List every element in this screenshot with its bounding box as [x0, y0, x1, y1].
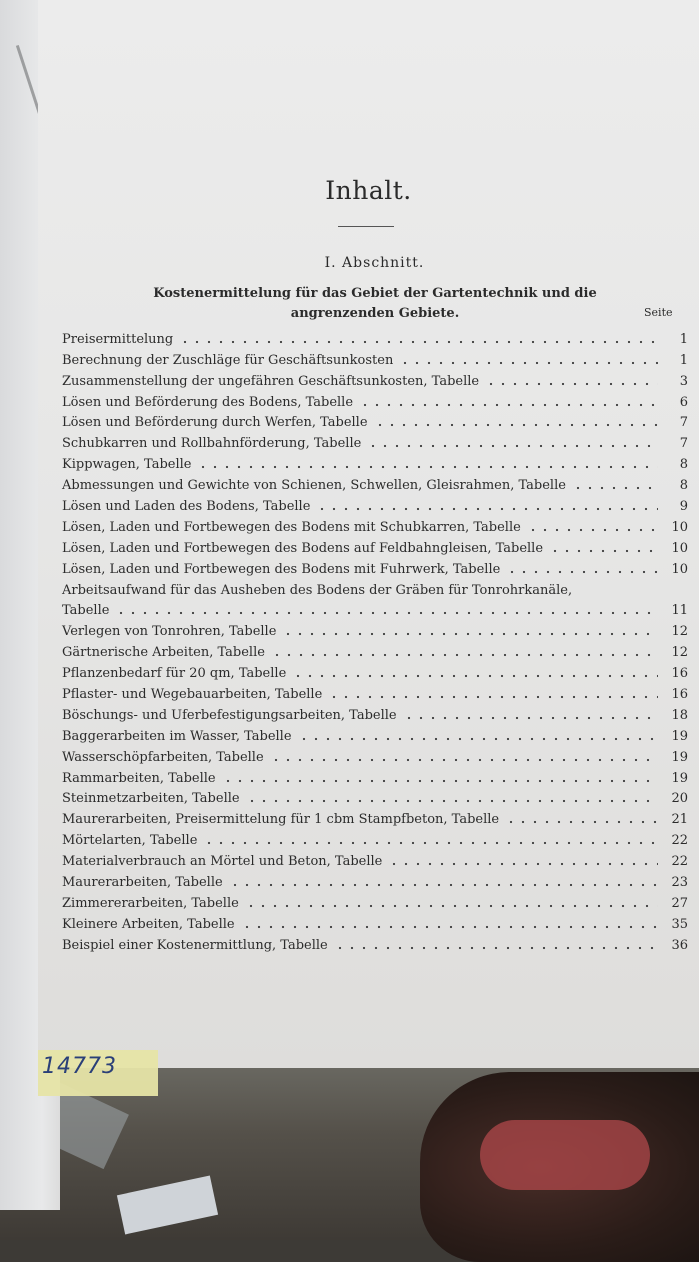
toc-entry-title: Kippwagen, Tabelle — [62, 457, 192, 473]
toc-entry — [62, 913, 688, 934]
dot-leader — [505, 819, 658, 825]
toc-entry-title: Steinmetzarbeiten, Tabelle — [62, 791, 240, 807]
toc-entry-page: 7 — [679, 415, 688, 431]
page-title: Inhalt. — [325, 176, 412, 205]
toc-entry-page: 1 — [679, 352, 688, 368]
dot-leader — [485, 381, 658, 387]
toc-entry-title: Berechnung der Zuschläge für Geschäftsunkosten — [62, 352, 394, 368]
toc-entry-page: 10 — [671, 561, 688, 577]
toc-entry-page: 35 — [671, 916, 688, 932]
toc-entry — [62, 432, 688, 453]
toc-entry-page: 7 — [679, 436, 688, 452]
dot-leader — [549, 548, 658, 554]
dot-leader — [367, 443, 658, 449]
title-divider — [338, 226, 394, 227]
toc-entry-title: Maurerarbeiten, Preisermittelung für 1 cbm Stampfbeton, Tabelle — [62, 812, 500, 828]
toc-entry — [62, 328, 688, 349]
toc-entry-page: 10 — [671, 519, 688, 535]
toc-entry — [62, 579, 688, 600]
toc-entry-page: 8 — [679, 478, 688, 494]
toc-entry-title: Lösen und Beförderung des Bodens, Tabelle — [62, 394, 354, 410]
dot-leader — [241, 924, 658, 930]
toc-entry-title: Arbeitsaufwand für das Ausheben des Bodens der Gräben für Tonrohrkanäle, — [62, 582, 573, 598]
dot-leader — [578, 590, 658, 596]
toc-entry — [62, 704, 688, 725]
toc-entry — [62, 516, 688, 537]
toc-entry-page: 23 — [671, 875, 688, 891]
toc-entry — [62, 662, 688, 683]
page-column-label: Seite — [644, 306, 673, 319]
toc-entry-page: 1 — [679, 331, 688, 347]
dot-leader — [271, 652, 658, 658]
toc-entry-title: Rammarbeiten, Tabelle — [62, 770, 216, 786]
toc-entry — [62, 641, 688, 662]
dot-leader — [115, 610, 658, 616]
toc-entry — [62, 725, 688, 746]
toc-entry — [62, 495, 688, 516]
dot-leader — [270, 757, 658, 763]
toc-entry — [62, 683, 688, 704]
section-subheading: Kostenermittelung für das Gebiet der Gartentechnik und die angrenzenden Gebiete. — [153, 286, 597, 321]
dot-leader — [197, 464, 658, 470]
dot-leader — [403, 715, 658, 721]
toc-entry-page: 6 — [679, 394, 688, 410]
toc-entry-title: Zusammenstellung der ungefähren Geschäftsunkosten, Tabelle — [62, 373, 480, 389]
toc-entry — [62, 537, 688, 558]
toc-entry — [62, 620, 688, 641]
toc-entry — [62, 934, 688, 955]
toc-entry-page: 9 — [679, 499, 688, 515]
toc-entry-title: Preisermittelung — [62, 331, 174, 347]
dot-leader — [359, 402, 658, 408]
dot-leader — [245, 903, 658, 909]
table-of-contents — [62, 328, 688, 955]
toc-entry-page: 12 — [671, 624, 688, 640]
toc-entry — [62, 746, 688, 767]
toc-entry — [62, 474, 688, 495]
toc-entry-page: 12 — [671, 645, 688, 661]
dot-leader — [334, 945, 658, 951]
toc-entry-page: 19 — [671, 770, 688, 786]
toc-entry-title: Mörtelarten, Tabelle — [62, 833, 198, 849]
toc-entry — [62, 767, 688, 788]
dot-leader — [328, 694, 658, 700]
toc-entry-title: Pflanzenbedarf für 20 qm, Tabelle — [62, 666, 287, 682]
toc-entry-title: Beispiel einer Kostenermittlung, Tabelle — [62, 937, 328, 953]
dot-leader — [203, 840, 658, 846]
dot-leader — [298, 736, 658, 742]
toc-entry-title: Zimmererarbeiten, Tabelle — [62, 895, 239, 911]
toc-entry — [62, 871, 688, 892]
toc-entry-title: Lösen und Beförderung durch Werfen, Tabelle — [62, 415, 368, 431]
toc-entry-title: Wasserschöpfarbeiten, Tabelle — [62, 749, 264, 765]
toc-entry-title: Tabelle — [62, 603, 110, 619]
dot-leader — [374, 422, 658, 428]
toc-entry-page: 3 — [679, 373, 688, 389]
toc-entry-page: 8 — [679, 457, 688, 473]
section-heading: I. Abschnitt. — [324, 255, 425, 271]
toc-entry — [62, 453, 688, 474]
toc-entry — [62, 808, 688, 829]
dot-leader — [222, 778, 658, 784]
toc-entry — [62, 892, 688, 913]
toc-entry-page: 11 — [671, 603, 688, 619]
dot-leader — [388, 861, 658, 867]
dot-leader — [246, 798, 658, 804]
toc-entry-page: 22 — [671, 854, 688, 870]
toc-entry-page: 27 — [671, 895, 688, 911]
toc-entry-page: 16 — [671, 666, 688, 682]
library-label-number: 14773 — [42, 1054, 117, 1079]
toc-entry-title: Schubkarren und Rollbahnförderung, Tabelle — [62, 436, 362, 452]
toc-entry-title: Abmessungen und Gewichte von Schienen, Schwellen, Gleisrahmen, Tabelle — [62, 478, 566, 494]
dot-leader — [316, 506, 658, 512]
toc-entry-page: 19 — [671, 728, 688, 744]
toc-entry-page: 22 — [671, 833, 688, 849]
toc-entry-title: Gärtnerische Arbeiten, Tabelle — [62, 645, 265, 661]
toc-entry-title: Materialverbrauch an Mörtel und Beton, Tabelle — [62, 854, 383, 870]
toc-entry — [62, 850, 688, 871]
toc-entry-title: Lösen, Laden und Fortbewegen des Bodens auf Feldbahngleisen, Tabelle — [62, 540, 544, 556]
toc-entry-title: Baggerarbeiten im Wasser, Tabelle — [62, 728, 292, 744]
toc-entry-title: Böschungs- und Uferbefestigungsarbeiten, Tabelle — [62, 707, 397, 723]
dot-leader — [572, 485, 658, 491]
toc-entry-page: 10 — [671, 540, 688, 556]
toc-entry-page: 36 — [671, 937, 688, 953]
toc-entry-page: 16 — [671, 687, 688, 703]
dot-leader — [399, 360, 658, 366]
dot-leader — [527, 527, 658, 533]
toc-entry-title: Lösen und Laden des Bodens, Tabelle — [62, 499, 311, 515]
toc-entry-page: 21 — [671, 812, 688, 828]
book-page — [38, 0, 699, 1068]
toc-entry — [62, 412, 688, 433]
toc-entry — [62, 558, 688, 579]
toc-entry — [62, 370, 688, 391]
dot-leader — [282, 631, 658, 637]
toc-entry-title: Maurerarbeiten, Tabelle — [62, 875, 223, 891]
background-shoe-strap — [480, 1120, 650, 1190]
toc-entry-title: Pflaster- und Wegebauarbeiten, Tabelle — [62, 687, 323, 703]
toc-entry — [62, 829, 688, 850]
toc-entry-page: 20 — [671, 791, 688, 807]
toc-entry-page: 18 — [671, 707, 688, 723]
toc-entry-title: Lösen, Laden und Fortbewegen des Bodens mit Fuhrwerk, Tabelle — [62, 561, 501, 577]
dot-leader — [292, 673, 658, 679]
toc-entry — [62, 391, 688, 412]
toc-entry — [62, 600, 688, 621]
toc-entry — [62, 349, 688, 370]
dot-leader — [506, 569, 658, 575]
dot-leader — [229, 882, 658, 888]
toc-entry-title: Lösen, Laden und Fortbewegen des Bodens mit Schubkarren, Tabelle — [62, 519, 521, 535]
dot-leader — [179, 339, 658, 345]
toc-entry-page: 19 — [671, 749, 688, 765]
toc-entry-title: Kleinere Arbeiten, Tabelle — [62, 916, 235, 932]
toc-entry-title: Verlegen von Tonrohren, Tabelle — [62, 624, 277, 640]
toc-entry — [62, 788, 688, 809]
